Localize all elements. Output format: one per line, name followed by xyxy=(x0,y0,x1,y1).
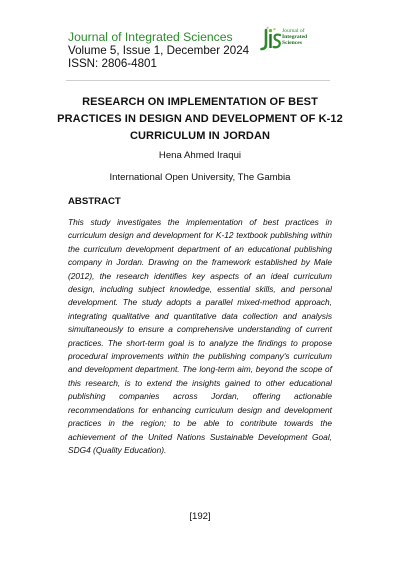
journal-header xyxy=(68,30,268,70)
journal-logo xyxy=(259,26,329,56)
logo-line-3: Sciences xyxy=(282,40,302,47)
header-divider xyxy=(66,80,330,81)
page-number: [192] xyxy=(189,511,211,522)
journal-name: Journal of Integrated Sciences xyxy=(68,30,233,44)
journal-logo-mark-icon xyxy=(259,26,283,54)
journal-issn: ISSN: 2806-4801 xyxy=(68,57,157,70)
journal-volume: Volume 5, Issue 1, December 2024 xyxy=(68,44,250,57)
logo-line-2: Integrated xyxy=(282,34,308,41)
logo-text xyxy=(282,28,307,47)
abstract-heading: ABSTRACT xyxy=(68,196,121,207)
article-author: Hena Ahmed Iraqui xyxy=(158,150,242,161)
abstract-text: This study investigates the implementation of best practices in curriculum design and development for K-12 textbook publishing within the curriculum development department of an educational publishing company in Jordan. Drawing on the framework established by Male (2012), the research identifies key aspects of an ideal curriculum design, including subject knowledge, essential skills, and personal development. The study adopts a parallel mixed-method approach, integrating qualitative and quantitative data collection and analysis simultaneously to ensure a comprehensive understanding of current practices. The short-term goal is to analyze the findings to propose procedural improvements within the publishing company's curriculum and development department. The long-term aim, beyond the scope of this research, is to extend the insights gained to other educational publishing companies across Jordan, offering actionable recommendations for enhancing curriculum design and development practices in the region; to be able to contribute towards the achievement of the United Nations Sustainable Development Goal, SDG4 (Quality Education). xyxy=(68,217,332,455)
logo-line-1: Journal of xyxy=(282,28,305,34)
article-title: RESEARCH ON IMPLEMENTATION OF BEST PRACTICES IN DESIGN AND DEVELOPMENT OF K-12 CURRICULUM IN JORDAN xyxy=(57,96,343,142)
article-affiliation: International Open University, The Gambia xyxy=(109,172,291,183)
